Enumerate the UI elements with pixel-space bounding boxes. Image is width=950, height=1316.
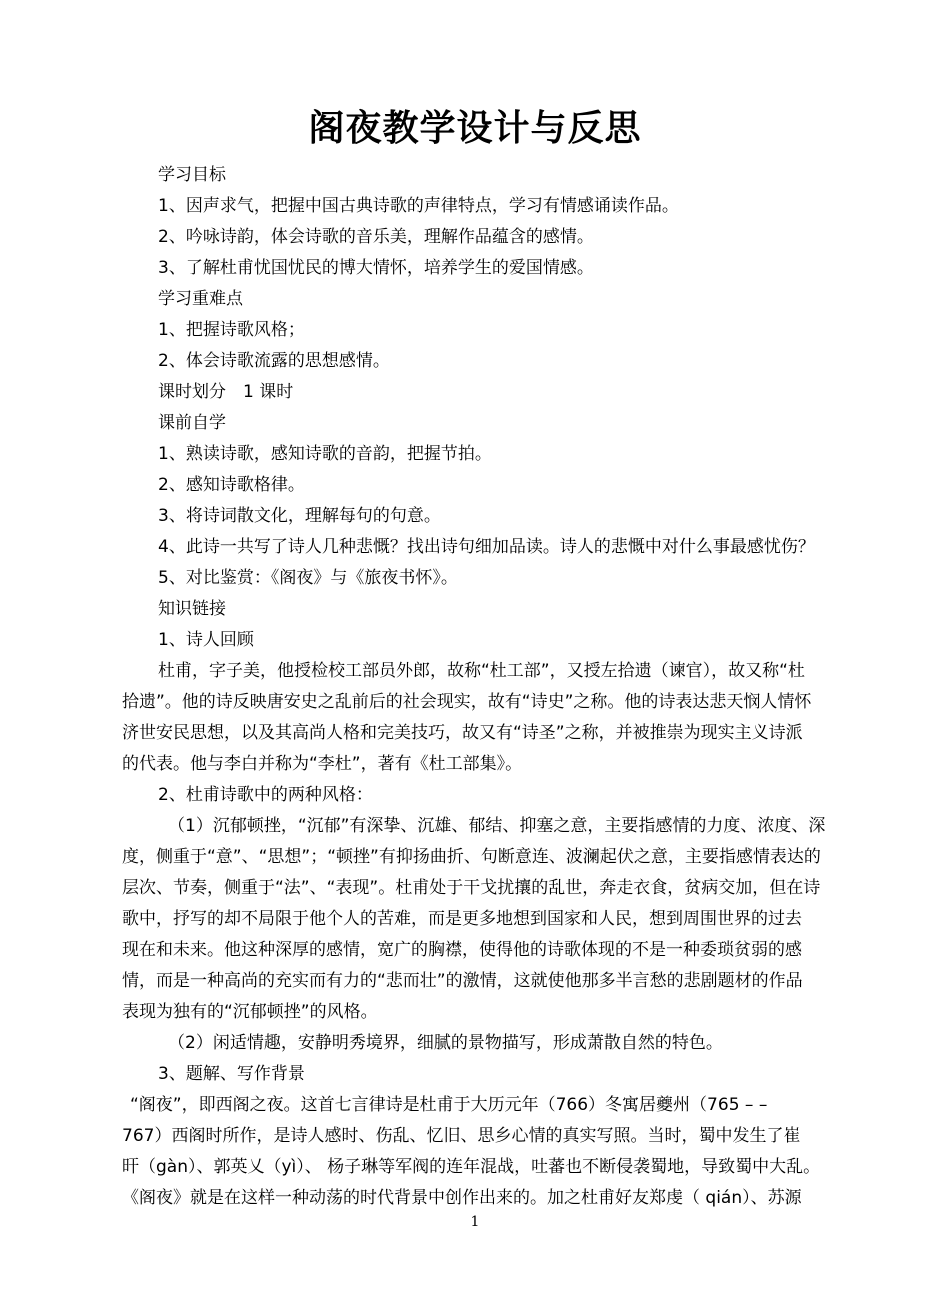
text-line: 《阁夜》就是在这样一种动荡的时代背景中创作出来的。加之杜甫好友郑虔（ qián）、苏源 [122, 1188, 802, 1208]
text-line: 歌中，抒写的却不局限于他个人的苦难，而是更多地想到国家和人民，想到周围世界的过去 [122, 909, 802, 929]
text-line: 2、体会诗歌流露的思想感情。 [158, 351, 390, 371]
text-line: 3、将诗词散文化，理解每句的句意。 [158, 506, 441, 526]
text-line: 767）西阁时所作，是诗人感时、伤乱、忆旧、思乡心情的真实写照。当时，蜀中发生了崔 [122, 1126, 801, 1146]
text-line: 表现为独有的“沉郁顿挫”的风格。 [122, 1002, 378, 1022]
text-line: 拾遗”。他的诗反映唐安史之乱前后的社会现实，故有“诗史”之称。他的诗表达悲天悯人情怀 [122, 692, 812, 712]
text-line: 4、此诗一共写了诗人几种悲慨？找出诗句细加品读。诗人的悲慨中对什么事最感忧伤？ [158, 537, 815, 557]
text-line: “阁夜”，即西阁之夜。这首七言律诗是杜甫于大历元年（766）冬寓居夔州（765 – – [130, 1095, 768, 1115]
text-line: 学习目标 [158, 165, 226, 185]
document-body [122, 160, 857, 1214]
text-line: 知识链接 [158, 599, 226, 619]
document-title: 阁夜教学设计与反思 [308, 108, 642, 149]
text-line: 现在和未来。他这种深厚的感情，宽广的胸襟，使得他的诗歌体现的不是一种委琐贫弱的感 [122, 940, 802, 960]
text-line: 1、熟读诗歌，感知诗歌的音韵，把握节拍。 [158, 444, 492, 464]
text-line: 情，而是一种高尚的充实而有力的“悲而壮”的激情，这就使他那多半言愁的悲剧题材的作品 [122, 971, 803, 991]
text-line: 3、了解杜甫忧国忧民的博大情怀，培养学生的爱国情感。 [158, 258, 594, 278]
text-line: （1）沉郁顿挫，“沉郁”有深挚、沉雄、郁结、抑塞之意，主要指感情的力度、浓度、深 [168, 816, 826, 836]
text-line: 学习重难点 [158, 289, 243, 309]
text-line: 5、对比鉴赏：《阁夜》与《旅夜书怀》。 [158, 568, 458, 588]
text-line: 的代表。他与李白并称为“李杜”，著有《杜工部集》。 [122, 754, 523, 774]
text-line: 1、因声求气，把握中国古典诗歌的声律特点，学习有情感诵读作品。 [158, 196, 679, 216]
page-number: 1 [470, 1214, 480, 1230]
text-line: 3、题解、写作背景 [158, 1064, 305, 1084]
text-line: 层次、节奏，侧重于“法”、“表现”。杜甫处于干戈扰攘的乱世，奔走衣食，贫病交加，但在诗 [122, 878, 821, 898]
text-line: 济世安民思想，以及其高尚人格和完美技巧，故又有“诗圣”之称，并被推崇为现实主义诗派 [122, 723, 803, 743]
text-line: 1、把握诗歌风格； [158, 320, 305, 340]
text-line: 2、杜甫诗歌中的两种风格： [158, 785, 373, 805]
text-line: 2、吟咏诗韵，体会诗歌的音乐美，理解作品蕴含的感情。 [158, 227, 594, 247]
text-line: 度，侧重于“意”、“思想”；“顿挫”有抑扬曲折、句断意连、波澜起伏之意，主要指感情表达的 [122, 847, 821, 867]
text-line: 1、诗人回顾 [158, 630, 254, 650]
text-line: 课时划分 1 课时 [158, 382, 294, 402]
text-line: 旰（gàn）、郭英乂（yì）、 杨子琳等军阀的连年混战，吐蕃也不断侵袭蜀地，导致蜀中大乱。 [122, 1157, 821, 1177]
text-line: 2、感知诗歌格律。 [158, 475, 305, 495]
text-line: （2）闲适情趣，安静明秀境界，细腻的景物描写，形成萧散自然的特色。 [168, 1033, 723, 1053]
text-line: 杜甫，字子美，他授检校工部员外郎，故称“杜工部”，又授左拾遗（谏官），故又称“杜 [158, 661, 805, 681]
text-line: 课前自学 [158, 413, 226, 433]
